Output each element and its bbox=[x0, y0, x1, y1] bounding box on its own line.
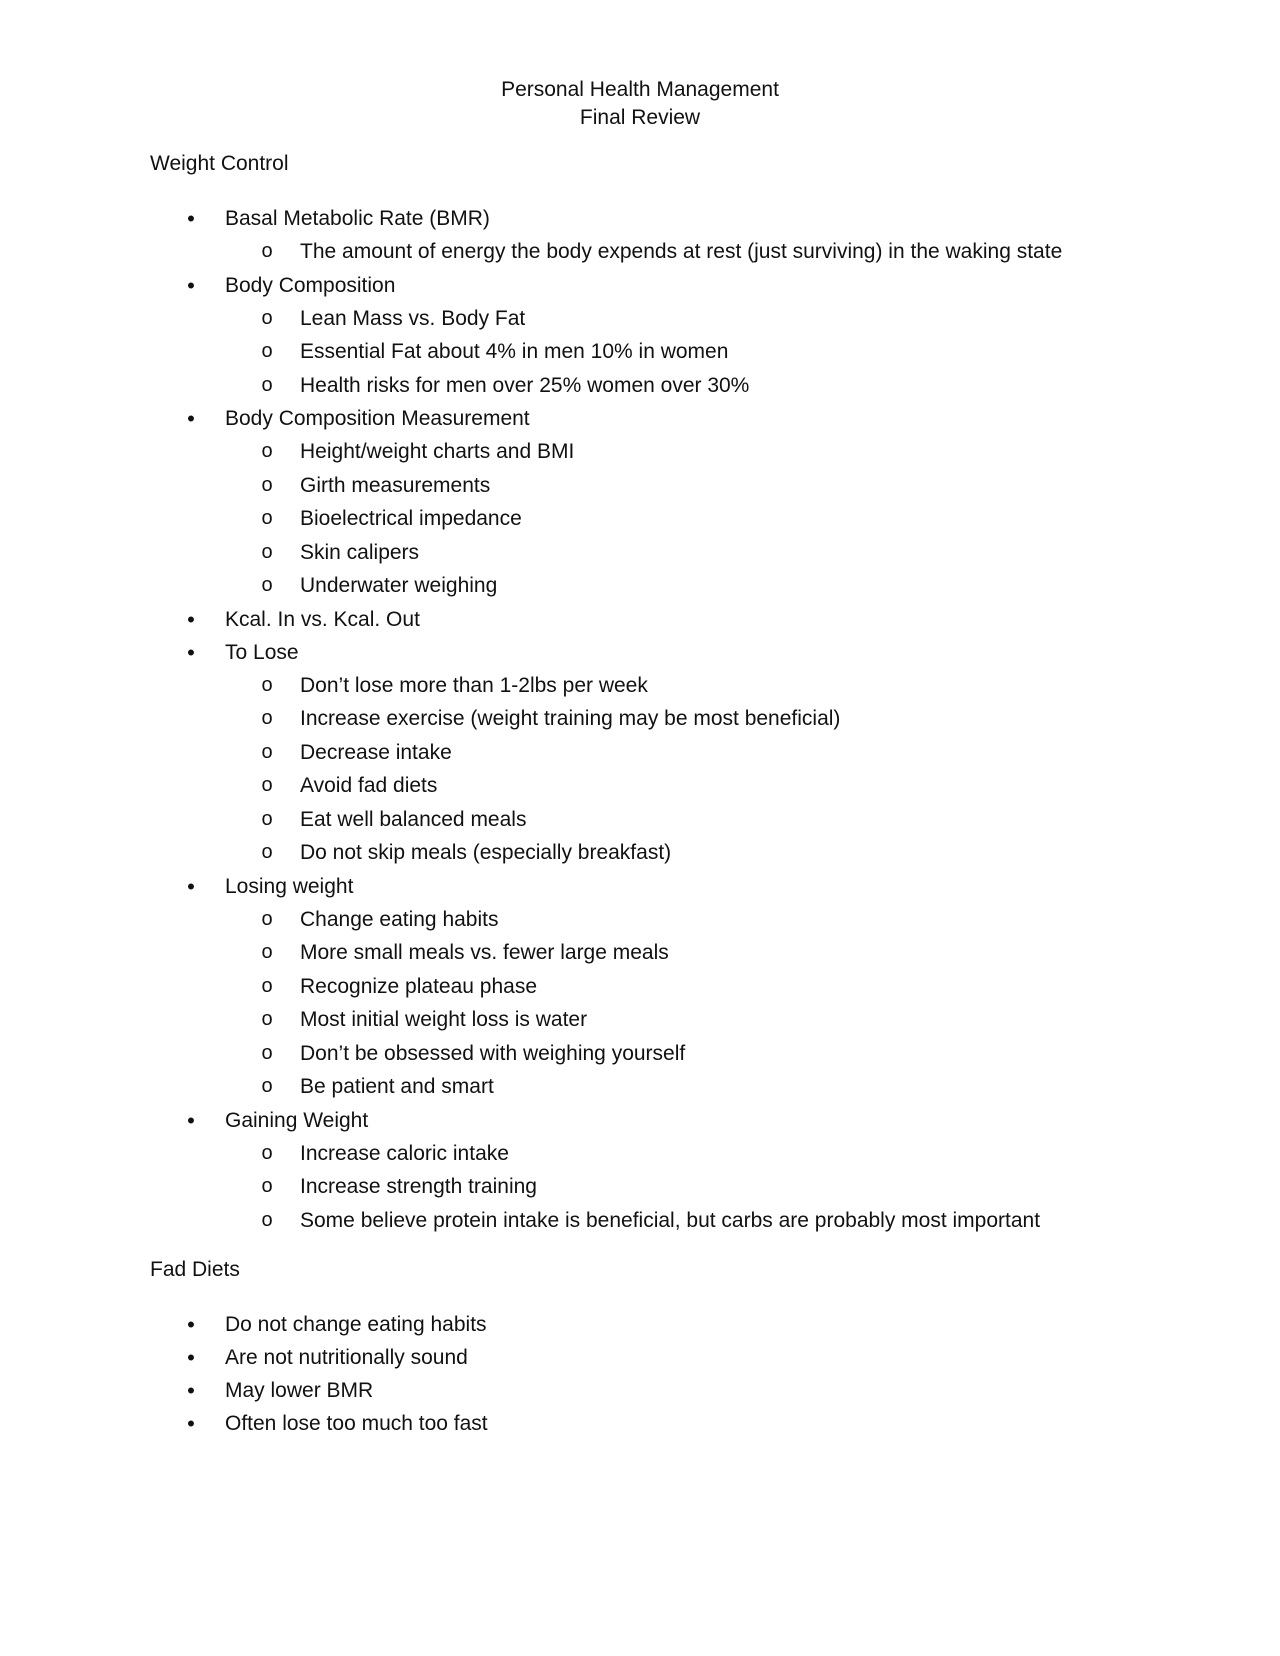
sub-list-item-text: Be patient and smart bbox=[300, 1075, 494, 1098]
sub-list-item bbox=[261, 970, 1280, 1004]
list-item-label: May lower BMR bbox=[225, 1379, 374, 1402]
section-heading-fad-diets: Fad Diets bbox=[150, 1258, 240, 1281]
sub-list-item-text: Increase caloric intake bbox=[300, 1141, 509, 1165]
list-item bbox=[0, 1341, 1280, 1374]
sub-list-item bbox=[261, 903, 1280, 937]
list-item bbox=[0, 1308, 1280, 1341]
sub-list-item bbox=[261, 1037, 1280, 1071]
sub-list-item-text: Essential Fat about 4% in men 10% in women bbox=[300, 340, 729, 363]
list-item bbox=[0, 603, 1280, 636]
hollow-bullet-icon: o bbox=[261, 1141, 273, 1164]
sub-list-item bbox=[261, 769, 1280, 803]
sub-list-item-text: Skin calipers bbox=[300, 540, 420, 564]
list-item-label: Are not nutritionally sound bbox=[225, 1346, 468, 1369]
list-item bbox=[0, 870, 1280, 1104]
sub-list-item bbox=[261, 569, 1280, 603]
sub-list-item bbox=[261, 836, 1280, 870]
bullet-icon: • bbox=[187, 606, 195, 632]
hollow-bullet-icon: o bbox=[261, 473, 273, 496]
list-item-label: Losing weight bbox=[225, 874, 354, 898]
sub-list-item bbox=[261, 1170, 1280, 1204]
sub-list-item bbox=[261, 1204, 1280, 1238]
hollow-bullet-icon: o bbox=[261, 373, 273, 396]
bullet-icon: • bbox=[187, 873, 195, 899]
list-item bbox=[0, 1104, 1280, 1238]
sub-list-item bbox=[261, 502, 1280, 536]
list-item-label: Basal Metabolic Rate (BMR) bbox=[225, 207, 490, 230]
list-item-label: Body Composition bbox=[225, 273, 396, 297]
sub-list bbox=[225, 302, 1280, 403]
bullet-icon: • bbox=[187, 1345, 195, 1370]
list-item bbox=[0, 1407, 1280, 1440]
sub-list-item-text: Increase exercise (weight training may be most beneficial) bbox=[300, 707, 841, 730]
list-item-label: Kcal. In vs. Kcal. Out bbox=[225, 607, 420, 631]
sub-list-item-text: Avoid fad diets bbox=[300, 774, 438, 797]
sub-list-item-text: Bioelectrical impedance bbox=[300, 507, 522, 530]
hollow-bullet-icon: o bbox=[261, 707, 273, 729]
sub-list-item bbox=[261, 1070, 1280, 1104]
sub-list-item bbox=[261, 736, 1280, 770]
sub-list-item bbox=[261, 669, 1280, 703]
list-item-label: Do not change eating habits bbox=[225, 1313, 487, 1336]
sub-list-item bbox=[261, 435, 1280, 469]
bullet-icon: • bbox=[187, 1411, 195, 1436]
bullet-icon: • bbox=[187, 1107, 195, 1133]
hollow-bullet-icon: o bbox=[261, 507, 273, 529]
hollow-bullet-icon: o bbox=[261, 673, 273, 696]
hollow-bullet-icon: o bbox=[261, 841, 273, 863]
sub-list-item-text: Some believe protein intake is beneficial, but carbs are probably most important bbox=[300, 1208, 1041, 1232]
hollow-bullet-icon: o bbox=[261, 1075, 273, 1097]
bullet-icon: • bbox=[187, 406, 195, 431]
list-item-label: Gaining Weight bbox=[225, 1108, 369, 1132]
sub-list-item-text: More small meals vs. fewer large meals bbox=[300, 941, 669, 964]
section-heading-weight-control: Weight Control bbox=[150, 152, 289, 175]
sub-list-item-text: Girth measurements bbox=[300, 473, 491, 497]
sub-list-item bbox=[261, 702, 1280, 736]
list-item bbox=[0, 1374, 1280, 1407]
weight-control-list bbox=[0, 202, 1280, 1237]
hollow-bullet-icon: o bbox=[261, 1008, 273, 1030]
sub-list bbox=[225, 669, 1280, 870]
hollow-bullet-icon: o bbox=[261, 1041, 273, 1064]
document-title: Personal Health Management bbox=[501, 78, 779, 101]
sub-list-item-text: Decrease intake bbox=[300, 740, 452, 764]
sub-list-item bbox=[261, 1137, 1280, 1171]
sub-list-item-text: Eat well balanced meals bbox=[300, 807, 527, 831]
sub-list-item bbox=[261, 369, 1280, 403]
sub-list-item-text: Don’t lose more than 1-2lbs per week bbox=[300, 673, 648, 697]
list-item bbox=[0, 269, 1280, 403]
sub-list bbox=[225, 903, 1280, 1104]
sub-list-item bbox=[261, 469, 1280, 503]
list-item bbox=[0, 636, 1280, 870]
sub-list bbox=[225, 235, 1280, 269]
sub-list-item bbox=[261, 936, 1280, 970]
sub-list-item-text: Increase strength training bbox=[300, 1175, 537, 1198]
sub-list-item-text: The amount of energy the body expends at rest (just surviving) in the waking state bbox=[300, 240, 1063, 263]
sub-list-item bbox=[261, 302, 1280, 336]
sub-list-item-text: Underwater weighing bbox=[300, 574, 498, 597]
fad-diets-list bbox=[0, 1308, 1280, 1440]
hollow-bullet-icon: o bbox=[261, 340, 273, 362]
bullet-icon: • bbox=[187, 272, 195, 298]
bullet-icon: • bbox=[187, 1312, 195, 1337]
sub-list bbox=[225, 1137, 1280, 1238]
bullet-icon: • bbox=[187, 639, 195, 665]
sub-list-item bbox=[261, 1003, 1280, 1037]
sub-list-item-text: Lean Mass vs. Body Fat bbox=[300, 306, 526, 330]
hollow-bullet-icon: o bbox=[261, 240, 273, 262]
hollow-bullet-icon: o bbox=[261, 1175, 273, 1197]
hollow-bullet-icon: o bbox=[261, 306, 273, 329]
hollow-bullet-icon: o bbox=[261, 974, 273, 997]
sub-list-item bbox=[261, 335, 1280, 369]
hollow-bullet-icon: o bbox=[261, 774, 273, 796]
sub-list-item-text: Health risks for men over 25% women over 30% bbox=[300, 373, 750, 397]
sub-list-item bbox=[261, 536, 1280, 570]
list-item-label: To Lose bbox=[225, 640, 299, 664]
hollow-bullet-icon: o bbox=[261, 540, 273, 563]
hollow-bullet-icon: o bbox=[261, 740, 273, 763]
sub-list-item bbox=[261, 803, 1280, 837]
sub-list-item-text: Do not skip meals (especially breakfast) bbox=[300, 841, 672, 864]
list-item-label: Body Composition Measurement bbox=[225, 407, 530, 430]
hollow-bullet-icon: o bbox=[261, 440, 273, 462]
list-item bbox=[0, 202, 1280, 269]
sub-list-item-text: Most initial weight loss is water bbox=[300, 1008, 588, 1031]
sub-list bbox=[225, 435, 1280, 603]
hollow-bullet-icon: o bbox=[261, 1208, 273, 1231]
sub-list-item-text: Don’t be obsessed with weighing yourself bbox=[300, 1041, 686, 1065]
hollow-bullet-icon: o bbox=[261, 807, 273, 830]
sub-list-item-text: Height/weight charts and BMI bbox=[300, 440, 575, 463]
hollow-bullet-icon: o bbox=[261, 941, 273, 963]
list-item-label: Often lose too much too fast bbox=[225, 1412, 488, 1435]
list-item bbox=[0, 402, 1280, 603]
bullet-icon: • bbox=[187, 1378, 195, 1403]
document-subtitle: Final Review bbox=[579, 106, 701, 129]
hollow-bullet-icon: o bbox=[261, 907, 273, 930]
sub-list-item-text: Recognize plateau phase bbox=[300, 974, 538, 998]
sub-list-item bbox=[261, 235, 1280, 269]
hollow-bullet-icon: o bbox=[261, 574, 273, 596]
bullet-icon: • bbox=[187, 206, 195, 231]
sub-list-item-text: Change eating habits bbox=[300, 907, 499, 931]
